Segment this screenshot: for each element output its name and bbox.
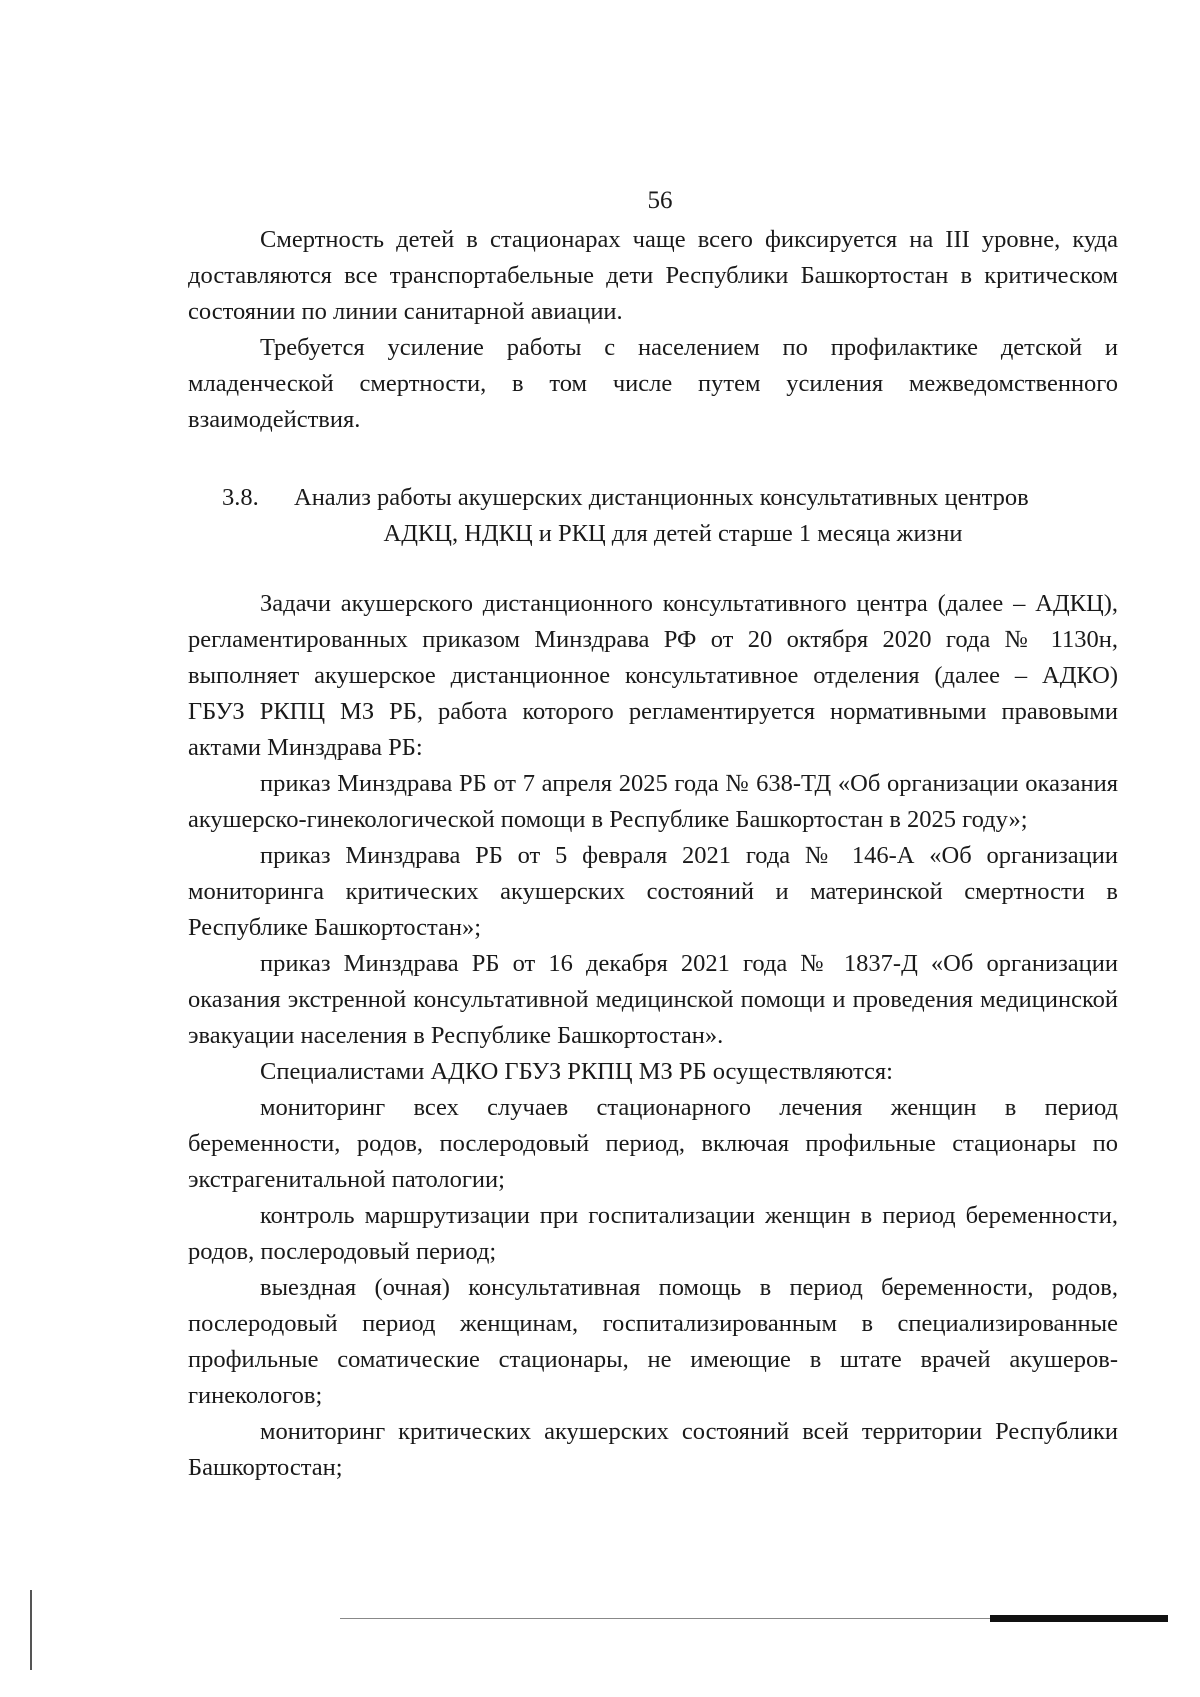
section-title-line2: АДКЦ, НДКЦ и РКЦ для детей старше 1 месяца жизни xyxy=(383,520,963,547)
paragraph-order-1837: приказ Минздрава РБ от 16 декабря 2021 года № 1837-Д «Об организации оказания экстренной консультативной медицинской помощи и проведения медицинской эвакуации населения в Республике Башкортостан». xyxy=(188,950,1118,1049)
paragraph-order-638: приказ Минздрава РБ от 7 апреля 2025 года № 638-ТД «Об организации оказания акушерско-гинекологической помощи в Республике Башкортостан в 2025 году»; xyxy=(188,770,1118,833)
paragraph-field-consultation: выездная (очная) консультативная помощь в период беременности, родов, послеродовый период женщинам, госпитализированным в специализированные профильные соматические стационары, не имеющие в штате врачей акушеров-гинекологов; xyxy=(188,1274,1118,1409)
paragraph-prevention: Требуется усиление работы с населением по профилактике детской и младенческой смертности, в том числе путем усиления межведомственного взаимодействия. xyxy=(188,334,1118,433)
scan-margin-line xyxy=(30,1590,32,1670)
page-number: 56 xyxy=(647,187,673,214)
section-title-line1: Анализ работы акушерских дистанционных консультативных центров xyxy=(294,484,1029,511)
paragraph-monitoring-all: мониторинг всех случаев стационарного лечения женщин в период беременности, родов, послеродовый период, включая профильные стационары по экстрагенитальной патологии; xyxy=(188,1094,1118,1193)
paragraph-routing-control: контроль маршрутизации при госпитализации женщин в период беременности, родов, послеродовый период; xyxy=(188,1202,1118,1265)
bottom-rule-thick xyxy=(990,1615,1168,1622)
paragraph-critical-monitoring: мониторинг критических акушерских состояний всей территории Республики Башкортостан; xyxy=(188,1418,1118,1481)
paragraph-specialists: Специалистами АДКО ГБУЗ РКПЦ МЗ РБ осуществляются: xyxy=(260,1058,893,1085)
paragraph-children-mortality: Смертность детей в стационарах чаще всего фиксируется на III уровне, куда доставляются все транспортабельные дети Республики Башкортостан в критическом состоянии по линии санитарной авиации. xyxy=(188,226,1118,325)
section-number: 3.8. xyxy=(222,484,259,511)
section-heading xyxy=(188,480,1118,552)
document-body xyxy=(188,222,1118,1486)
paragraph-order-146: приказ Минздрава РБ от 5 февраля 2021 года № 146-А «Об организации мониторинга критических акушерских состояний и материнской смертности в Республике Башкортостан»; xyxy=(188,842,1118,941)
paragraph-adkc-tasks: Задачи акушерского дистанционного консультативного центра (далее – АДКЦ), регламентированных приказом Минздрава РФ от 20 октября 2020 года № 1130н, выполняет акушерское дистанционное консультативное отделения (далее – АДКО) ГБУЗ РКПЦ МЗ РБ, работа которого регламентируется нормативными правовыми актами Минздрава РБ: xyxy=(188,590,1118,761)
